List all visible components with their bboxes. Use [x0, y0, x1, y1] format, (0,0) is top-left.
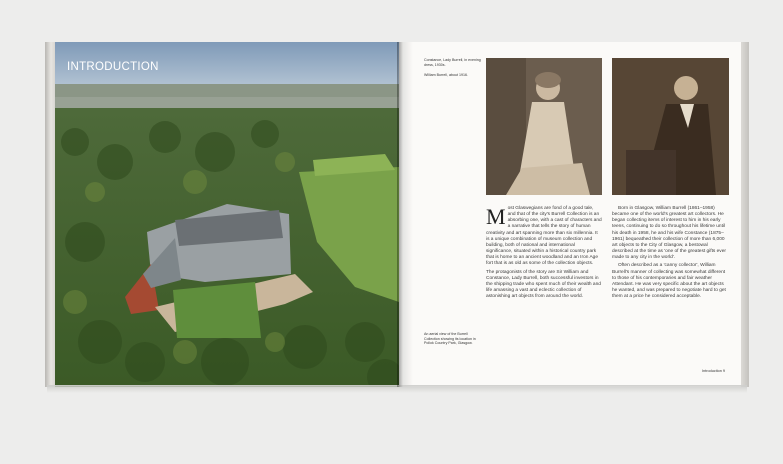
page-edges-right	[741, 42, 749, 387]
photo-captions	[424, 58, 484, 78]
text-column-2	[612, 206, 729, 302]
portrait-constance-burrell	[486, 58, 602, 195]
column-1-paragraph-2: The protagonists of the story are Sir William and Constance, Lady Burrell, both successful investors in the shipping trade who spent much of their wealth and life amassing a vast and eclectic collection of astonishing art objects from around the world.	[486, 269, 601, 300]
text-column-1	[486, 206, 602, 302]
open-book	[45, 42, 749, 387]
column-2-paragraph-1: Born in Glasgow, William Burrell (1861–1958) became one of the world's greatest art collectors. He began collecting items of interest to him in his early teens, continuing to do so throughout his lifetime until his death in 1958, he and his wife Constance (1875–1961) bequeathed their collection of more than 6,000 art objects to the City of Glasgow, a bestowal described at the time as 'one of the greatest gifts ever made to any city in the world'.	[612, 206, 726, 261]
page-title: INTRODUCTION	[67, 61, 159, 73]
portrait-william-burrell	[612, 58, 729, 195]
aerial-photo	[55, 42, 399, 387]
column-2-paragraph-2: Often described as a 'canny collector', William Burrell's manner of collecting was somewhat different to those of his contemporaries and fair weather Attendant. He was very specific about the art objects he wanted, and was prepared to negotiate hard to get them at a price he considered acceptable.	[612, 263, 726, 300]
book-gutter	[397, 42, 403, 387]
caption-photo-1: Constance, Lady Burrell, in evening dress, 1930s.	[424, 58, 481, 67]
dropcap: M	[486, 204, 506, 229]
caption-aerial-view: An aerial view of the Burrell Collection showing its location in Pollok Country Park, Glasgow.	[424, 332, 476, 346]
page-folio: Introduction 9	[701, 369, 725, 373]
page-edges-left	[45, 42, 55, 387]
column-1-paragraph-1: ost Glaswegians are fond of a good tale, and that of the city's Burrell Collection is an absorbing one, with a cast of characters and a narrative that tells the story of human creativity and art spanning more than six millennia. It is a unique combination of museum collection and building, both of national and international significance, situated within a historical country park that is home to an ancient woodland and an Iron Age fort that is as old as some of the collection objects.	[486, 206, 602, 267]
caption-photo-2: William Burrell, about 1916.	[424, 73, 468, 78]
left-page-aerial-photo	[55, 42, 399, 387]
right-page	[399, 42, 741, 387]
